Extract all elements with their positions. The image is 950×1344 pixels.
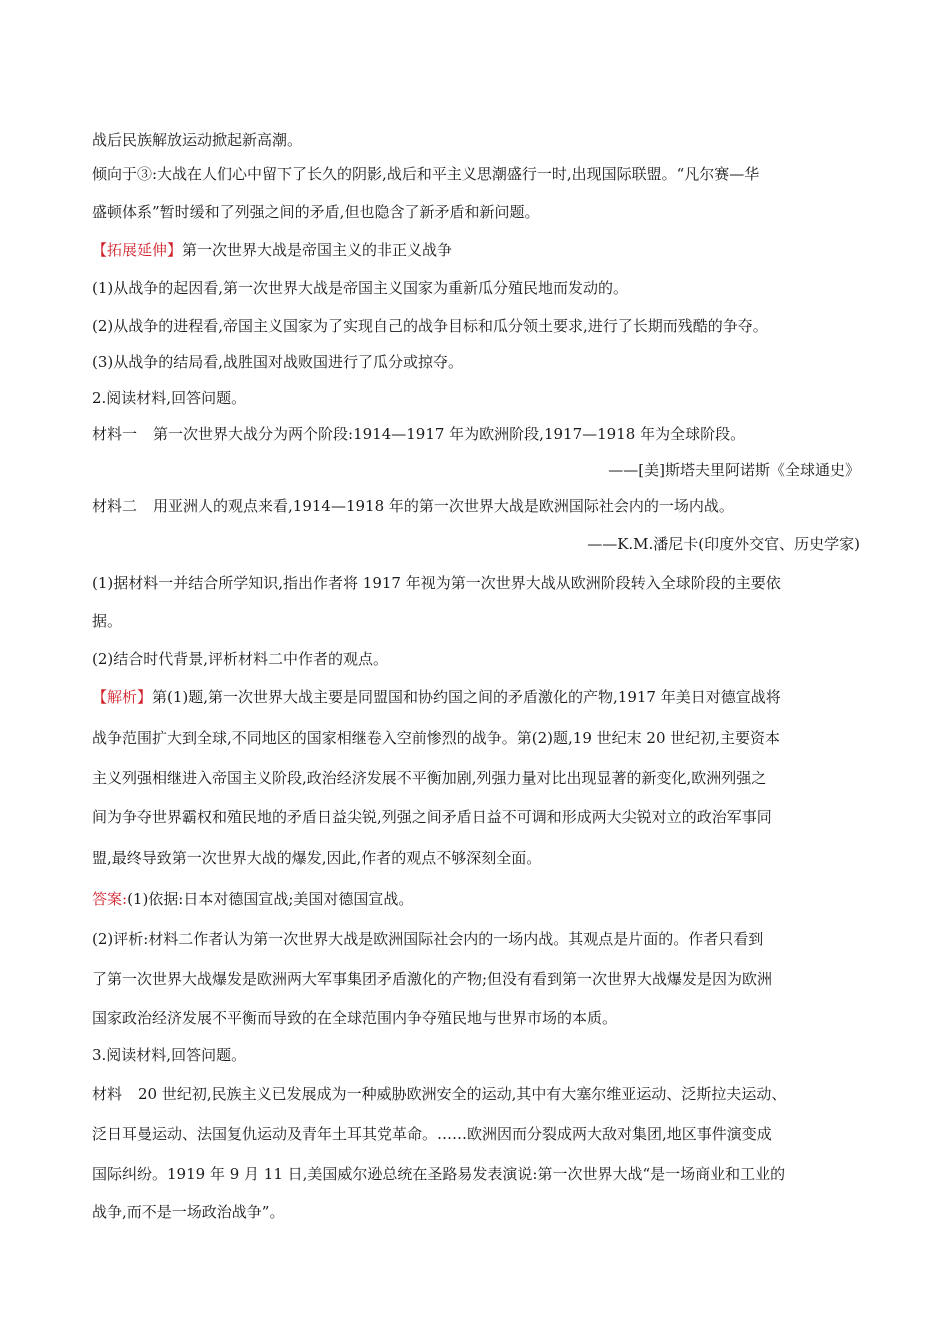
material-1-source: ——[美]斯塔夫里阿诺斯《全球通史》: [608, 461, 860, 479]
sub-question-2: (2)结合时代背景,评析材料二中作者的观点。: [92, 650, 389, 668]
text-line: 主义列强相继进入帝国主义阶段,政治经济发展不平衡加剧,列强力量对比出现显著的新变化,欧洲列强之: [92, 769, 767, 787]
text-line: (2)从战争的进程看,帝国主义国家为了实现自己的战争目标和瓜分领土要求,进行了长期而残酷的争夺。: [92, 317, 768, 335]
text-line: 间为争夺世界霸权和殖民地的矛盾日益尖锐,列强之间矛盾日益不可调和形成两大尖锐对立的政治军事同: [92, 808, 772, 826]
text-line: 盛顿体系”暂时缓和了列强之间的矛盾,但也隐含了新矛盾和新问题。: [92, 203, 540, 221]
question-3: 3.阅读材料,回答问题。: [92, 1046, 247, 1064]
material-2-source: ——K.M.潘尼卡(印度外交官、历史学家): [587, 535, 860, 553]
extension-heading: 【拓展延伸】第一次世界大战是帝国主义的非正义战争: [92, 241, 453, 259]
analysis: 【解析】第(1)题,第一次世界大战主要是同盟国和协约国之间的矛盾激化的产物,1917 年美日对德宣战将: [92, 688, 781, 706]
analysis-label: 【解析】: [92, 688, 153, 706]
sub-question-1: (1)据材料一并结合所学知识,指出作者将 1917 年视为第一次世界大战从欧洲阶段转入全球阶段的主要依: [92, 574, 781, 592]
text-line: 战争,而不是一场政治战争”。: [92, 1203, 285, 1221]
text-line: (3)从战争的结局看,战胜国对战败国进行了瓜分或掠夺。: [92, 353, 464, 371]
sub-question-1-cont: 据。: [92, 612, 123, 630]
text-line: 国际纠纷。1919 年 9 月 11 日,美国威尔逊总统在圣路易发表演说:第一次世界大战“是一场商业和工业的: [92, 1165, 786, 1183]
question-2: 2.阅读材料,回答问题。: [92, 389, 247, 407]
text-line: 了第一次世界大战爆发是欧洲两大军事集团矛盾激化的产物;但没有看到第一次世界大战爆发是因为欧洲: [92, 970, 773, 988]
answer: 答案:(1)依据:日本对德国宣战;美国对德国宣战。: [92, 890, 414, 908]
material-1: 材料一 第一次世界大战分为两个阶段:1914—1917 年为欧洲阶段,1917—1918 年为全球阶段。: [92, 425, 746, 443]
text-line: 战后民族解放运动掀起新高潮。: [92, 131, 303, 149]
text-line: (2)评析:材料二作者认为第一次世界大战是欧洲国际社会内的一场内战。其观点是片面的。作者只看到: [92, 930, 764, 948]
answer-label: 答案:: [92, 890, 128, 908]
extension-label: 【拓展延伸】: [92, 241, 183, 259]
text-line: 战争范围扩大到全球,不同地区的国家相继卷入空前惨烈的战争。第(2)题,19 世纪末 20 世纪初,主要资本: [92, 729, 781, 747]
material-3: 材料 20 世纪初,民族主义已发展成为一种威胁欧洲安全的运动,其中有大塞尔维亚运动、泛斯拉夫运动、: [92, 1085, 787, 1103]
text-line: (1)从战争的起因看,第一次世界大战是帝国主义国家为重新瓜分殖民地而发动的。: [92, 279, 629, 297]
text-line: 倾向于③:大战在人们心中留下了长久的阴影,战后和平主义思潮盛行一时,出现国际联盟。“凡尔赛—华: [92, 165, 760, 183]
text-line: 泛日耳曼运动、法国复仇运动及青年土耳其党革命。……欧洲因而分裂成两大敌对集团,地区事件演变成: [92, 1125, 772, 1143]
text-line: 国家政治经济发展不平衡而导致的在全球范围内争夺殖民地与世界市场的本质。: [92, 1009, 618, 1027]
material-2: 材料二 用亚洲人的观点来看,1914—1918 年的第一次世界大战是欧洲国际社会内的一场内战。: [92, 497, 734, 515]
text-line: 盟,最终导致第一次世界大战的爆发,因此,作者的观点不够深刻全面。: [92, 849, 542, 867]
